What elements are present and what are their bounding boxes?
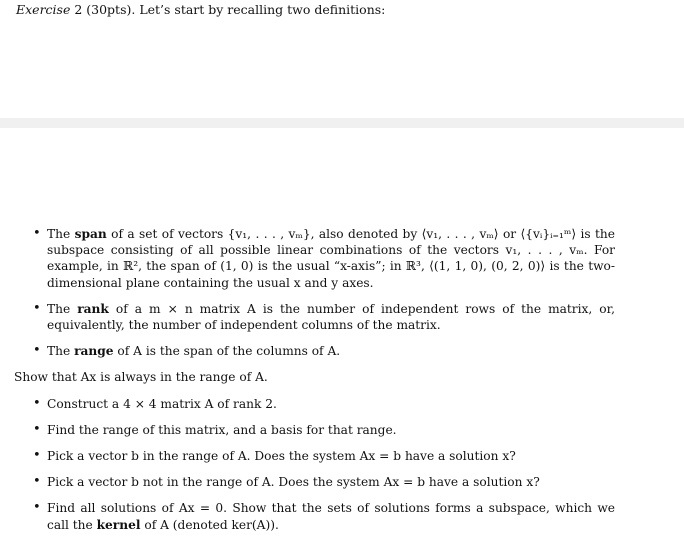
page-separator bbox=[0, 118, 684, 128]
show-statement: Show that Ax is always in the range of A. bbox=[14, 370, 268, 385]
definition-rank-text: of a m × n matrix A is the number of independent rows of the matrix, or, equivalently, the number of independent columns of the matrix. bbox=[47, 301, 615, 333]
definitions-list bbox=[0, 226, 684, 359]
task-kernel bbox=[47, 500, 615, 532]
definition-span-term: span bbox=[74, 227, 107, 241]
exercise-label: Exercise bbox=[16, 2, 71, 17]
task-kernel-post: of A (denoted ker(A)). bbox=[140, 517, 279, 532]
definition-span-pre: The bbox=[47, 227, 75, 241]
definition-span-text: of a set of vectors {v₁, . . . , vₘ}, also denoted by ⟨v₁, . . . , vₘ⟩ or ⟨{vᵢ}ᵢ₌₁ᵐ⟩ is the subspace consisting of all possible linear combinations of the vectors v₁, . . . , vₘ. For example, in ℝ², the span of (1, 0) is the usual “x-axis”; in ℝ³, ⟨(1, 1, 0), (0, 2, 0)⟩ is the two-dimensional plane containing the usual x and y axes. bbox=[47, 227, 615, 290]
task-item: • Pick a vector b in the range of A. Does the system Ax = b have a solution x? bbox=[47, 448, 615, 464]
tasks-list bbox=[0, 396, 684, 533]
definition-range-term: range bbox=[74, 344, 114, 359]
definition-rank bbox=[47, 301, 615, 333]
task-item: • Find the range of this matrix, and a basis for that range. bbox=[47, 422, 615, 438]
task-item: • Construct a 4 × 4 matrix A of rank 2. bbox=[47, 396, 615, 412]
definition-span bbox=[47, 226, 615, 291]
task-kernel-pre: Find all solutions of Ax = 0. Show that the sets of solutions forms a subspace, which we call the bbox=[47, 501, 615, 532]
exercise-number-points: 2 (30pts). bbox=[74, 2, 136, 17]
exercise-intro: Let’s start by recalling two definitions: bbox=[139, 2, 386, 17]
page-top-region bbox=[0, 0, 684, 118]
exercise-heading bbox=[16, 2, 385, 18]
task-kernel-term: kernel bbox=[96, 517, 141, 532]
definition-range-pre: The bbox=[47, 344, 75, 359]
definition-rank-pre: The bbox=[47, 301, 78, 316]
definition-range-text: of A is the span of the columns of A. bbox=[113, 344, 341, 359]
exercise-body bbox=[0, 226, 684, 543]
definition-range bbox=[47, 343, 615, 359]
task-item: • Pick a vector b not in the range of A. Does the system Ax = b have a solution x? bbox=[47, 474, 615, 490]
definition-rank-term: rank bbox=[77, 301, 109, 316]
